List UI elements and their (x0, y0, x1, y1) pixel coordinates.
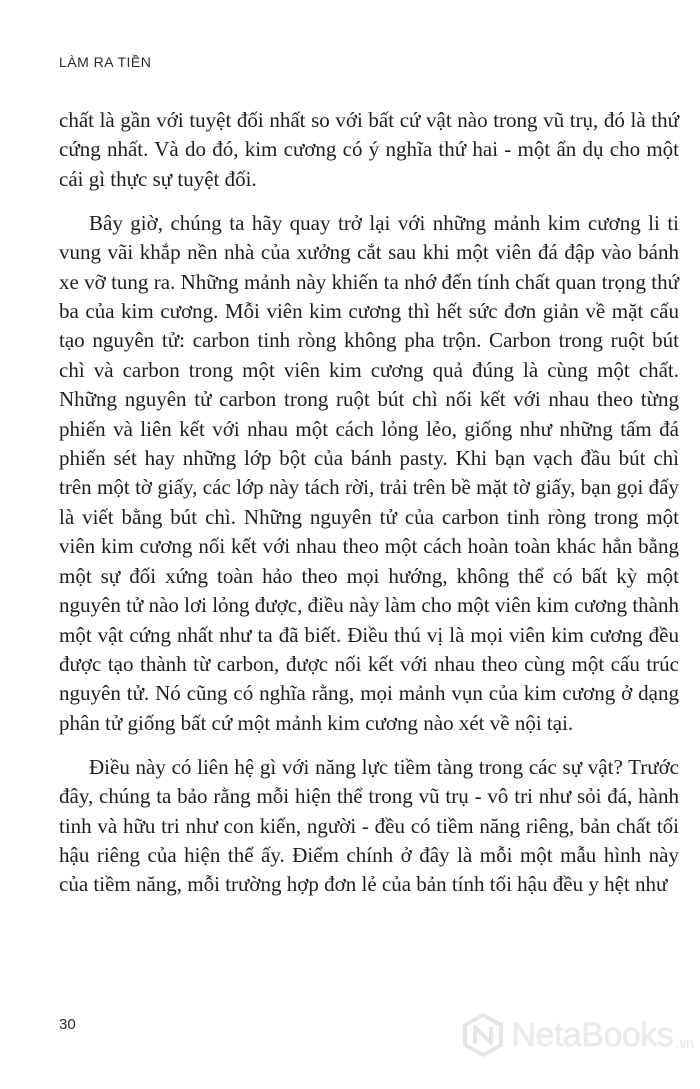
netabooks-logo-icon (461, 1013, 505, 1057)
page-number: 30 (59, 1016, 76, 1033)
paragraph-1: chất là gần với tuyệt đối nhất so với bất cứ vật nào trong vũ trụ, đó là thứ cứng nhất. Và do đó, kim cương có ý nghĩa thứ hai - một ẩn dụ cho một cái gì thực sự tuyệt đối. (59, 108, 679, 191)
paragraph-2: Bây giờ, chúng ta hãy quay trở lại với những mảnh kim cương li ti vung vãi khắp nền nhà của xưởng cắt sau khi một viên đá đập vào bánh xe vỡ tung ra. Những mảnh này khiến ta nhớ đến tính chất quan trọng thứ ba của kim cương. Mỗi viên kim cương thì hết sức đơn giản về mặt cấu tạo nguyên tử: carbon tinh ròng không pha trộn. Carbon trong ruột bút chì và carbon trong một viên kim cương quả đúng là cùng một chất. Những nguyên tử carbon trong ruột bút chì nối kết với nhau theo từng phiến và liên kết với nhau một cách lỏng lẻo, giống như những tấm đá phiến sét hay những lớp bột của bánh pasty. Khi bạn vạch đầu bút chì trên một tờ giấy, các lớp này tách rời, trải trên bề mặt tờ giấy, bạn gọi đấy là viết bằng bút chì. Những nguyên tử của carbon tinh ròng trong một viên kim cương nối kết với nhau theo một cách hoàn toàn khác hẳn bằng một sự đối xứng toàn hảo theo mọi hướng, không thể có bất kỳ một nguyên tử nào lơi lỏng được, điều này làm cho một viên kim cương thành một vật cứng nhất như ta đã biết. Điều thú vị là mọi viên kim cương đều được tạo thành từ carbon, được nối kết với nhau theo cùng một cấu trúc nguyên tử. Nó cũng có nghĩa rằng, mọi mảnh vụn của kim cương ở dạng phân tử giống bất cứ một mảnh kim cương nào xét về nội tại. (59, 210, 679, 735)
paragraph-3: Điều này có liên hệ gì với năng lực tiềm tàng trong các sự vật? Trước đây, chúng ta bảo rằng mỗi hiện thể trong vũ trụ - vô tri như sỏi đá, hành tinh và hữu tri như con kiến, người - đều có tiềm năng riêng, bản chất tối hậu riêng của hiện thể ấy. Điểm chính ở đây là mỗi một mẫu hình này của tiềm năng, mỗi trường hợp đơn lẻ của bản tính tối hậu đều y hệt như (59, 754, 679, 897)
watermark-brand: NetaBooks (511, 1015, 674, 1054)
body-text (59, 106, 679, 914)
watermark (461, 1013, 694, 1057)
watermark-suffix: .vn (675, 1035, 694, 1051)
running-head: LÀM RA TIỀN (59, 54, 152, 70)
